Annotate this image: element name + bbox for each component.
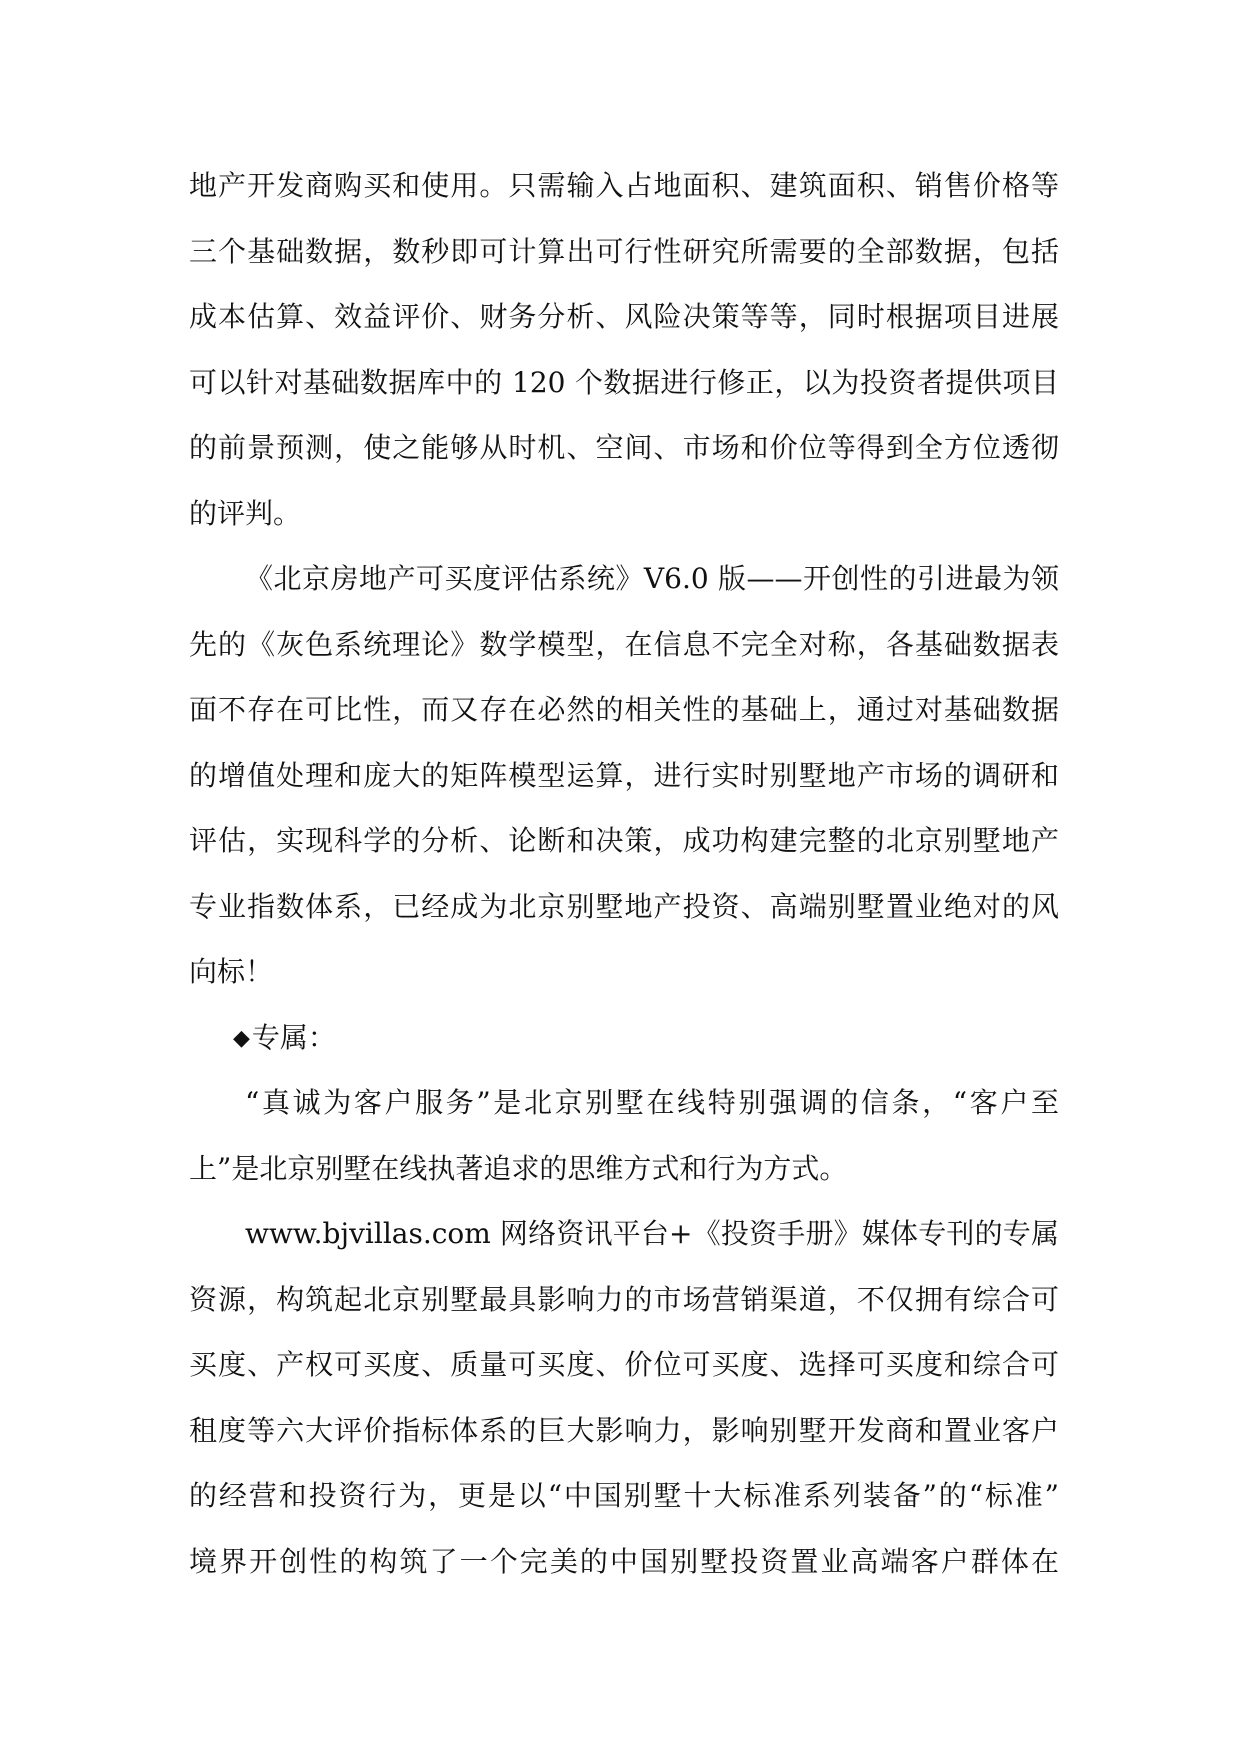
document-body [189, 153, 1059, 1594]
diamond-bullet-icon: ◆ [233, 1025, 250, 1051]
paragraph-line: 先的《灰色系统理论》数学模型，在信息不完全对称，各基础数据表 [189, 627, 1059, 661]
paragraph-4 [189, 1070, 1059, 1201]
bullet-heading-line [189, 1005, 1059, 1071]
paragraph-line: 三个基础数据，数秒即可计算出可行性研究所需要的全部数据，包括 [189, 234, 1059, 268]
paragraph-line: 上”是北京别墅在线执著追求的思维方式和行为方式。 [189, 1151, 848, 1185]
paragraph-line: 租度等六大评价指标体系的巨大影响力，影响别墅开发商和置业客户 [189, 1413, 1059, 1447]
paragraph-line: 资源，构筑起北京别墅最具影响力的市场营销渠道，不仅拥有综合可 [189, 1282, 1059, 1316]
paragraph-line: 成本估算、效益评价、财务分析、风险决策等等，同时根据项目进展 [189, 300, 1059, 333]
paragraph-line: 地产开发商购买和使用。只需输入占地面积、建筑面积、销售价格等 [189, 169, 1059, 202]
paragraph-line: 面不存在可比性，而又存在必然的相关性的基础上，通过对基础数据 [189, 693, 1059, 726]
paragraph-line: 的评判。 [189, 496, 302, 530]
paragraph-line: 可以针对基础数据库中的 120 个数据进行修正，以为投资者提供项目 [189, 365, 1059, 399]
paragraph-line: 的前景预测，使之能够从时机、空间、市场和价位等得到全方位透彻 [189, 431, 1059, 464]
paragraph-line: 《北京房地产可买度评估系统》V6.0 版——开创性的引进最为领 [245, 562, 1059, 595]
paragraph-5 [189, 1201, 1059, 1594]
paragraph-1 [189, 153, 1059, 546]
paragraph-line: 买度、产权可买度、质量可买度、价位可买度、选择可买度和综合可 [189, 1348, 1059, 1381]
paragraph-line: www.bjvillas.com 网络资讯平台+《投资手册》媒体专刊的专属 [245, 1217, 1059, 1250]
paragraph-line: 专业指数体系，已经成为北京别墅地产投资、高端别墅置业绝对的风 [189, 889, 1059, 923]
paragraph-line: 向标！ [189, 955, 274, 988]
paragraph-line: 境界开创性的构筑了一个完美的中国别墅投资置业高端客户群体在 [189, 1544, 1059, 1578]
bullet-heading-label: 专属： [251, 1020, 336, 1054]
paragraph-line: 的经营和投资行为，更是以“中国别墅十大标准系列装备”的“标准” [189, 1479, 1059, 1512]
paragraph-3-bullet-heading [189, 1005, 1059, 1071]
paragraph-line: 评估，实现科学的分析、论断和决策，成功构建完整的北京别墅地产 [189, 824, 1059, 857]
paragraph-line: “真诚为客户服务”是北京别墅在线特别强调的信条，“客户至 [245, 1086, 1059, 1119]
paragraph-2 [189, 546, 1059, 1005]
paragraph-line: 的增值处理和庞大的矩阵模型运算，进行实时别墅地产市场的调研和 [189, 758, 1059, 792]
